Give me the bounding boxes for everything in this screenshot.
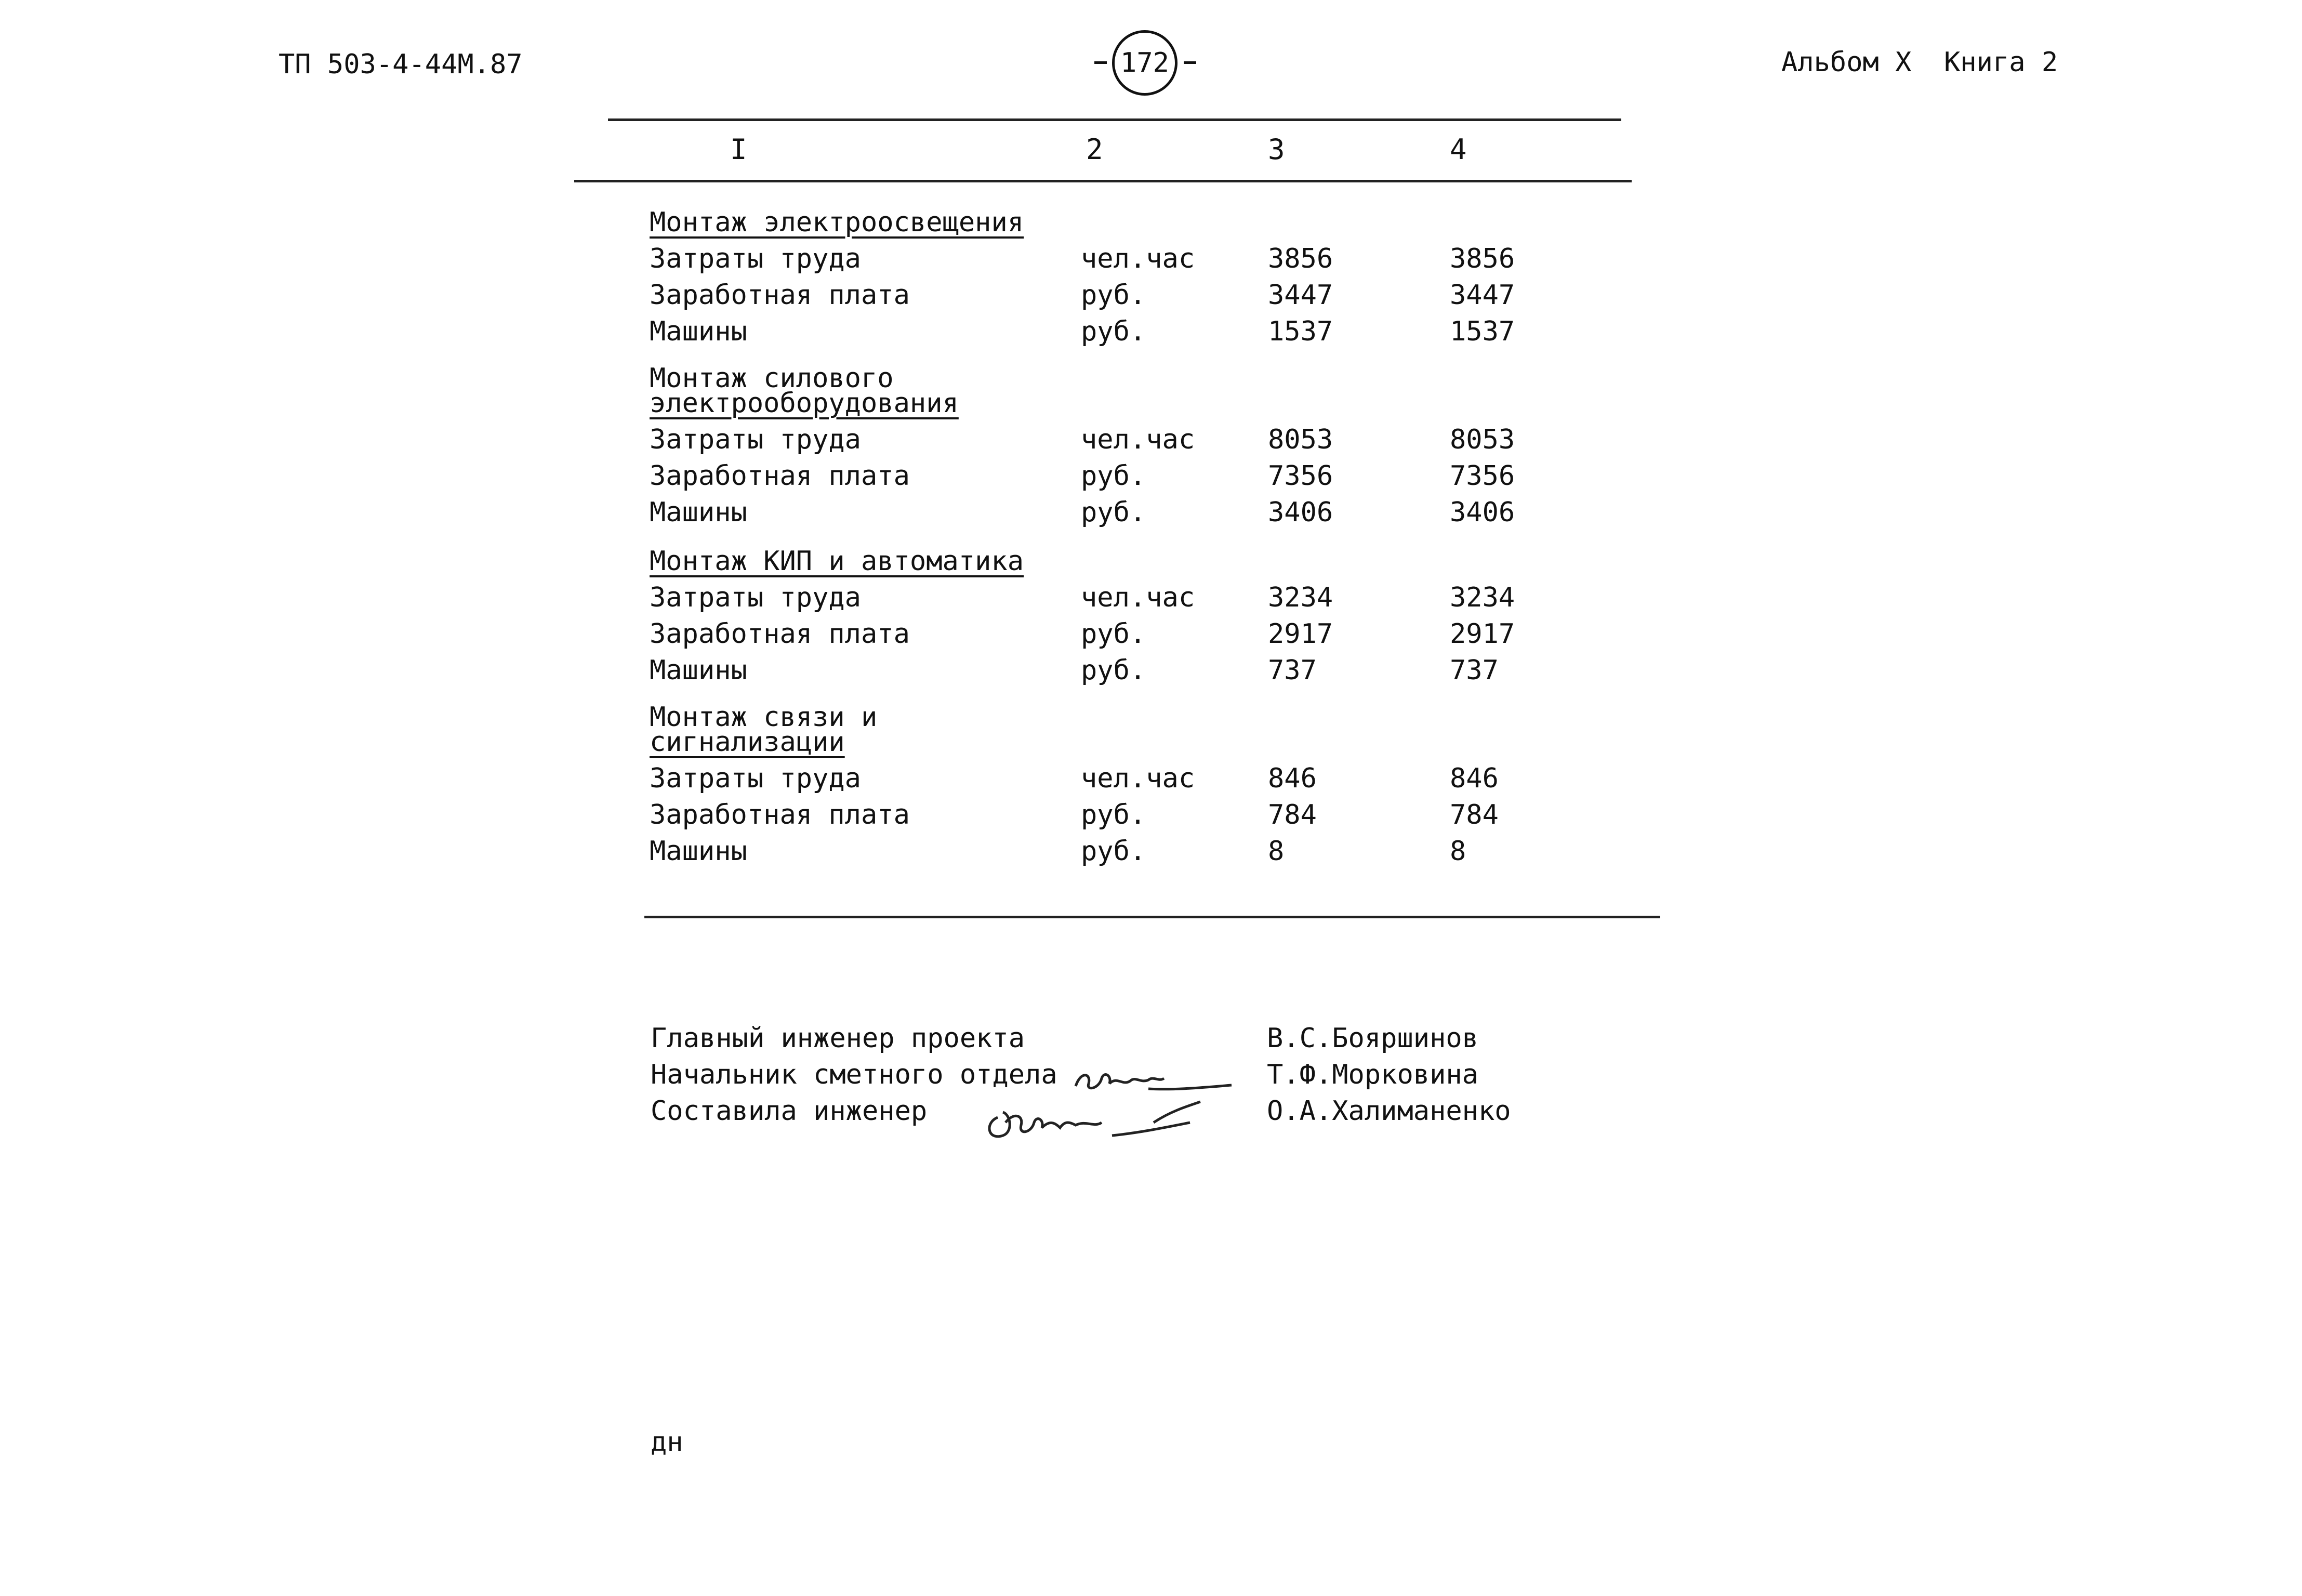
section-title: Монтаж электроосвещения: [650, 207, 1024, 238]
footer-mark: дн: [651, 1427, 683, 1458]
row-label: Заработная плата: [650, 280, 910, 311]
section-title: сигнализации: [650, 727, 845, 758]
table-top-rule: [608, 118, 1621, 121]
row-value-col3: 8053: [1268, 424, 1333, 455]
row-label: Заработная плата: [650, 460, 910, 492]
page-dash-left: [1094, 61, 1107, 64]
row-value-col3: 784: [1268, 799, 1317, 830]
row-value-col3: 737: [1268, 655, 1317, 686]
row-label: Затраты труда: [650, 763, 861, 794]
row-value-col4: 737: [1450, 655, 1499, 686]
document-code: ТП 503-4-44М.87: [279, 49, 523, 80]
row-value-col4: 784: [1450, 799, 1499, 830]
column-header-2: 2: [1086, 133, 1103, 166]
row-value-col3: 1537: [1268, 316, 1333, 347]
row-unit: руб.: [1081, 316, 1146, 347]
row-value-col4: 3234: [1450, 582, 1515, 613]
row-unit: руб.: [1081, 655, 1146, 686]
section-title: Монтаж связи и: [650, 702, 878, 733]
row-value-col4: 8: [1450, 836, 1466, 867]
row-unit: руб.: [1081, 460, 1146, 492]
signature-name: В.С.Бояршинов: [1267, 1023, 1478, 1054]
signature-name: О.А.Халиманенко: [1267, 1096, 1511, 1127]
row-value-col3: 3447: [1268, 280, 1333, 311]
row-value-col4: 7356: [1450, 460, 1515, 492]
row-label: Машины: [650, 316, 747, 347]
row-unit: руб.: [1081, 497, 1146, 528]
row-value-col3: 3234: [1268, 582, 1333, 613]
handwritten-signature-2: [982, 1091, 1211, 1149]
signature-name: Т.Ф.Морковина: [1267, 1059, 1478, 1090]
row-label: Машины: [650, 497, 747, 528]
row-value-col3: 2917: [1268, 618, 1333, 650]
row-value-col4: 2917: [1450, 618, 1515, 650]
signature-role: Главный инженер проекта: [651, 1023, 1025, 1054]
row-unit: руб.: [1081, 618, 1146, 650]
row-value-col4: 3856: [1450, 243, 1515, 274]
signature-role: Начальник сметного отдела: [651, 1059, 1057, 1090]
column-header-4: 4: [1450, 133, 1467, 166]
row-value-col4: 1537: [1450, 316, 1515, 347]
row-value-col3: 3406: [1268, 497, 1333, 528]
row-unit: руб.: [1081, 280, 1146, 311]
row-label: Заработная плата: [650, 799, 910, 830]
row-value-col4: 846: [1450, 763, 1499, 794]
row-value-col3: 846: [1268, 763, 1317, 794]
row-value-col3: 7356: [1268, 460, 1333, 492]
row-unit: чел.час: [1081, 763, 1195, 794]
section-title: Монтаж КИП и автоматика: [650, 546, 1024, 577]
column-header-1: I: [730, 133, 747, 166]
row-label: Затраты труда: [650, 582, 861, 613]
column-header-3: 3: [1268, 133, 1285, 166]
row-value-col3: 8: [1268, 836, 1285, 867]
row-value-col4: 3447: [1450, 280, 1515, 311]
page-dash-right: [1184, 61, 1196, 64]
row-label: Машины: [650, 836, 747, 867]
album-book-label: Альбом X Книга 2: [1781, 47, 2058, 78]
table-header-rule: [574, 180, 1632, 182]
row-unit: руб.: [1081, 799, 1146, 830]
row-label: Заработная плата: [650, 618, 910, 650]
row-unit: руб.: [1081, 836, 1146, 867]
row-label: Затраты труда: [650, 424, 861, 455]
signature-role: Составила инженер: [651, 1096, 928, 1127]
section-title: электрооборудования: [650, 388, 959, 419]
row-unit: чел.час: [1081, 243, 1195, 274]
row-label: Затраты труда: [650, 243, 861, 274]
section-title: Монтаж силового: [650, 363, 894, 394]
row-label: Машины: [650, 655, 747, 686]
table-bottom-rule: [644, 916, 1660, 918]
row-value-col4: 3406: [1450, 497, 1515, 528]
row-unit: чел.час: [1081, 582, 1195, 613]
row-unit: чел.час: [1081, 424, 1195, 455]
page-number: 172: [1112, 30, 1178, 96]
row-value-col4: 8053: [1450, 424, 1515, 455]
row-value-col3: 3856: [1268, 243, 1333, 274]
